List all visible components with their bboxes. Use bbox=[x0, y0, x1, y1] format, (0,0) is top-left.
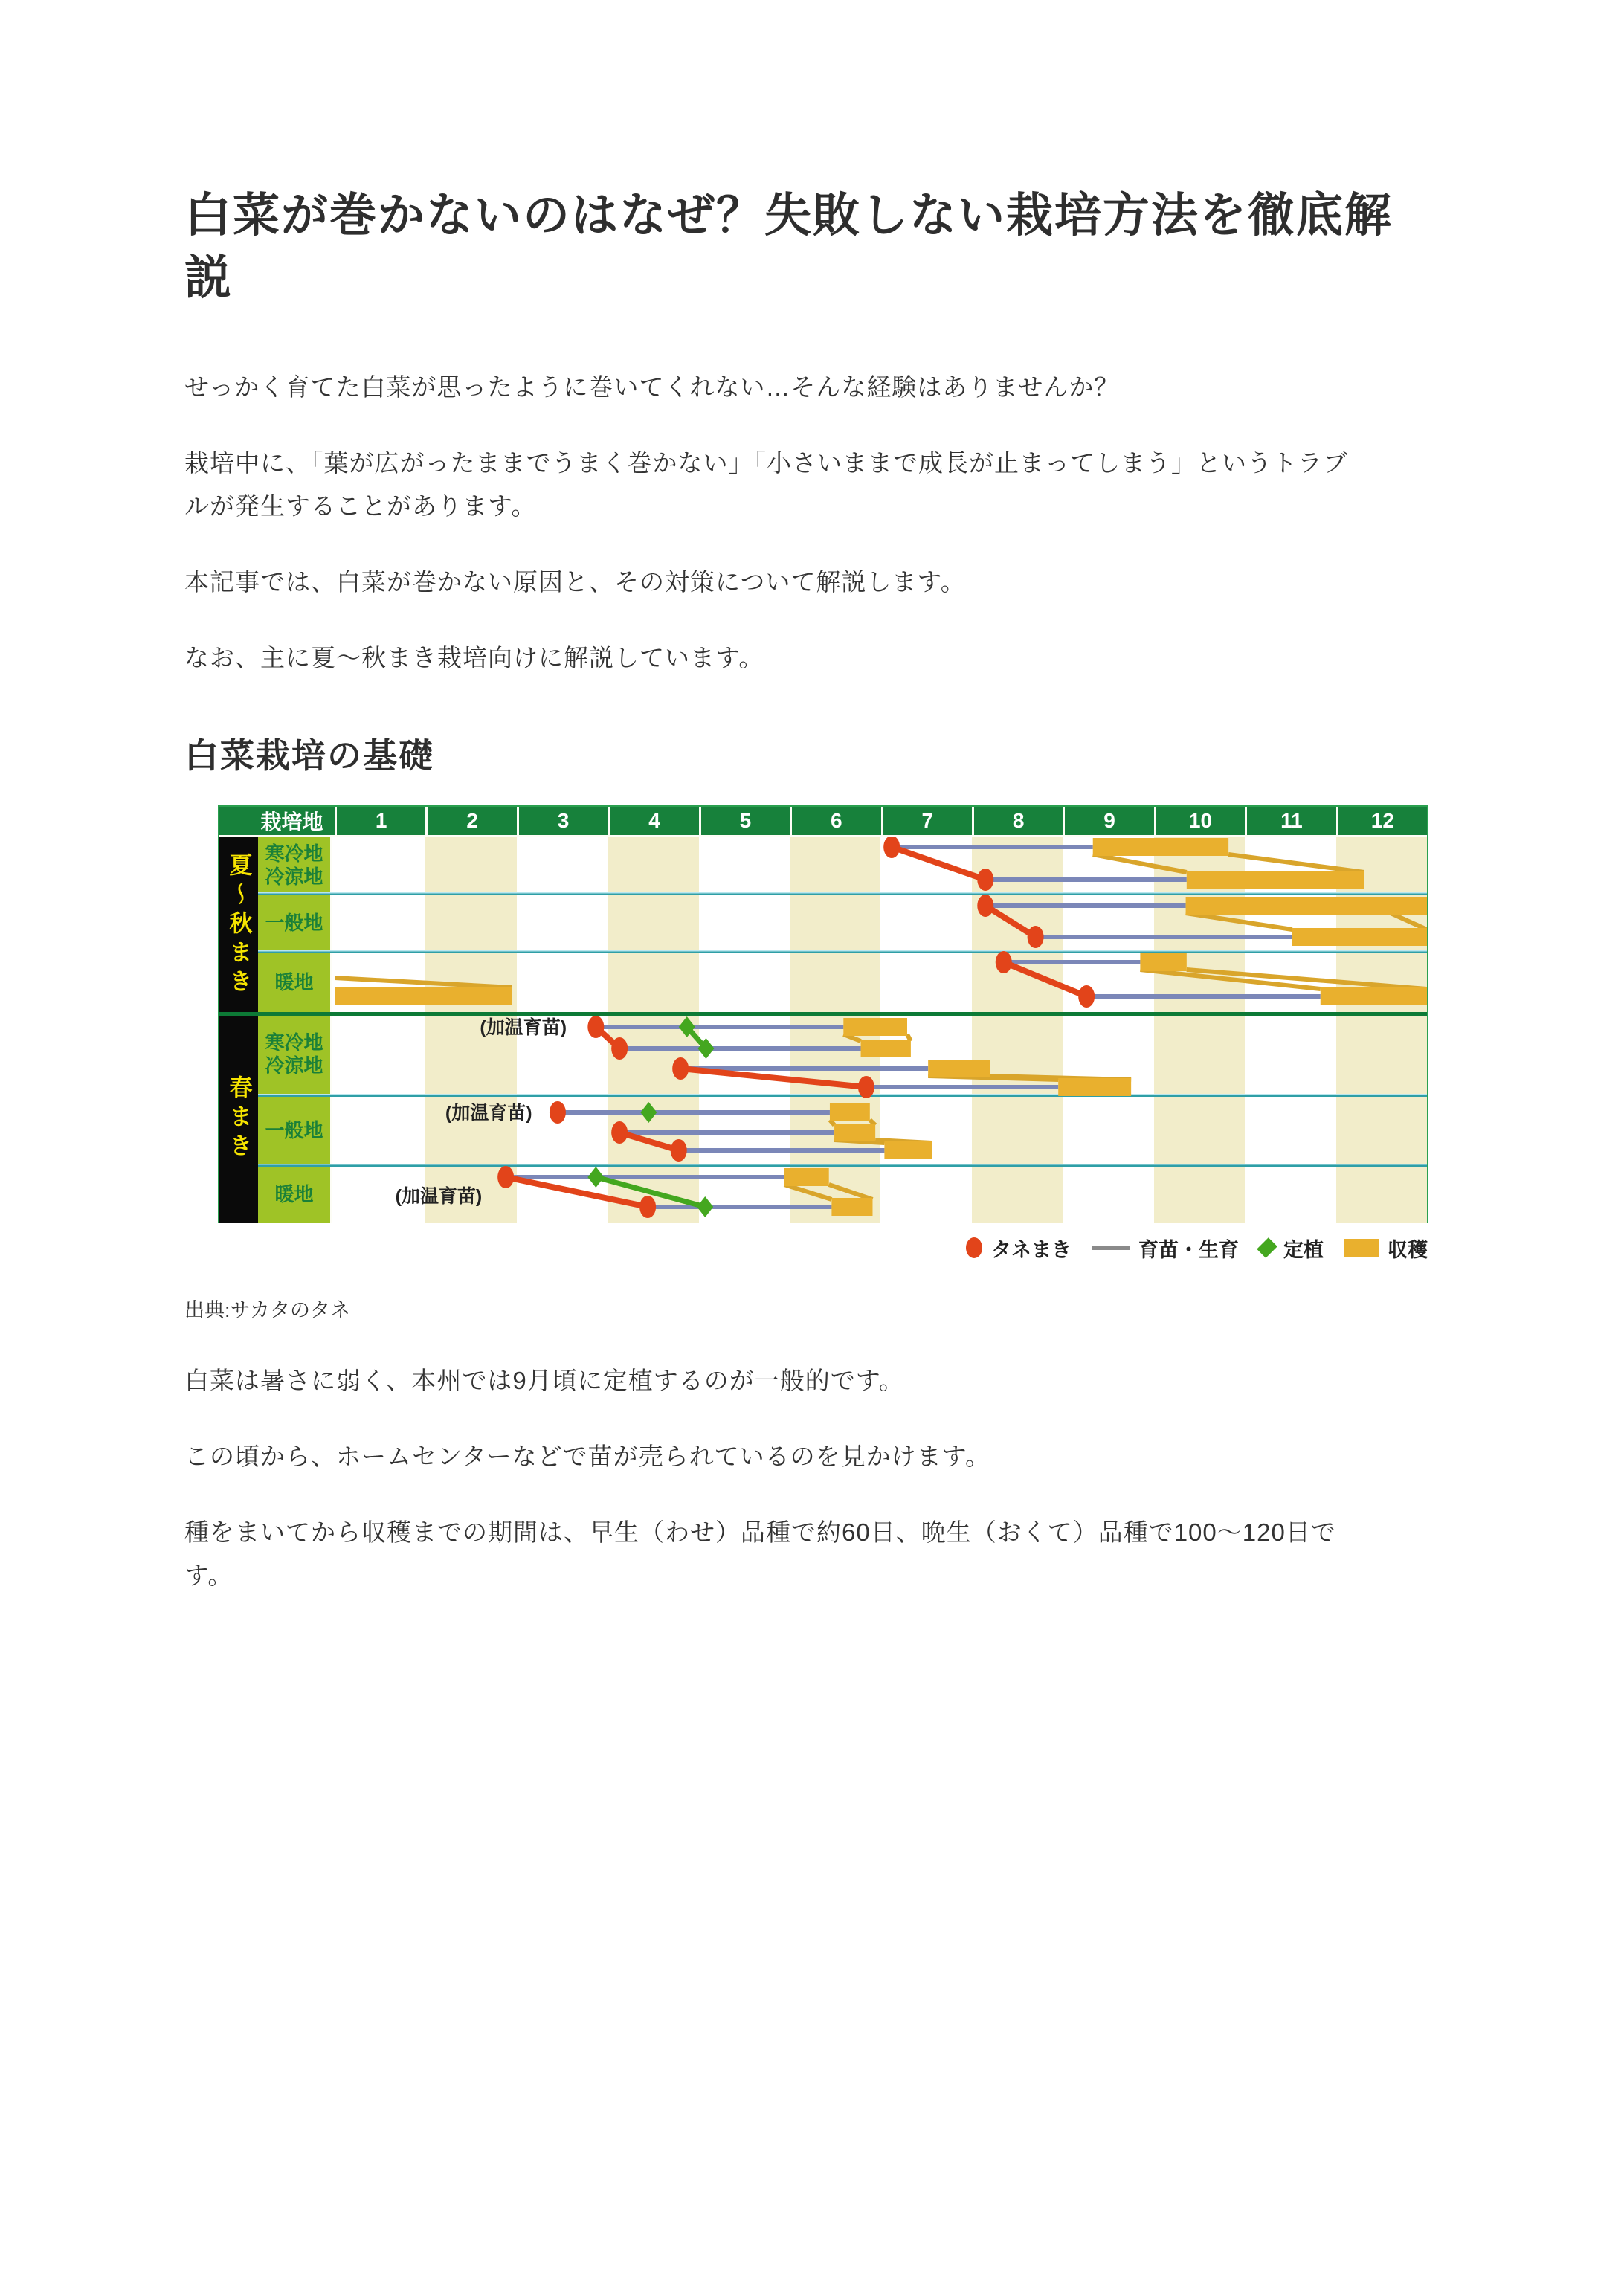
region-label: 冷涼地 bbox=[265, 1054, 323, 1077]
legend-label: 収穫 bbox=[1388, 1238, 1428, 1261]
sow-dot bbox=[587, 1016, 604, 1038]
month-header-cell: 9 bbox=[1063, 807, 1153, 835]
chart-legend bbox=[966, 1231, 1428, 1265]
region-label-cell bbox=[258, 894, 332, 952]
legend-item bbox=[1092, 1234, 1239, 1263]
transplant-diamond bbox=[640, 1102, 657, 1123]
harvest-bar bbox=[884, 1141, 932, 1159]
sowing-link-line bbox=[1004, 962, 1086, 996]
region-label: 一般地 bbox=[265, 1118, 323, 1141]
region-label-cell bbox=[258, 1165, 332, 1223]
sowing-link-line bbox=[680, 1069, 866, 1087]
row-marks-5 bbox=[396, 1166, 873, 1218]
body-paragraph-1: 白菜は暑さに弱く、本州では9月頃に定植するのが一般的です。 bbox=[184, 1367, 905, 1394]
sow-dot bbox=[977, 895, 993, 917]
chart-header-row bbox=[219, 807, 1427, 835]
legend-bar-icon bbox=[1344, 1239, 1379, 1257]
sow-dot bbox=[497, 1166, 514, 1188]
month-header-cell: 2 bbox=[425, 807, 516, 835]
month-header-cell: 6 bbox=[790, 807, 880, 835]
sow-dot bbox=[996, 951, 1012, 973]
region-label-cell bbox=[258, 1095, 332, 1165]
body-paragraph-2: この頃から、ホームセンターなどで苗が売られているのを見かけます。 bbox=[184, 1443, 991, 1470]
row-marks-0 bbox=[883, 837, 1364, 891]
sow-dot bbox=[611, 1121, 628, 1144]
harvest-bar bbox=[861, 1040, 911, 1057]
harvest-bar bbox=[831, 1198, 872, 1216]
sowing-link-line bbox=[892, 847, 985, 880]
harvest-link-line bbox=[1186, 913, 1292, 929]
region-label: 寒冷地 bbox=[265, 1031, 323, 1054]
harvest-bar bbox=[784, 1168, 829, 1186]
harvest-link-line bbox=[1391, 913, 1427, 929]
sow-dot bbox=[883, 837, 900, 858]
month-header-cell: 1 bbox=[335, 807, 425, 835]
transplant-diamond bbox=[697, 1196, 713, 1217]
sow-dot bbox=[1028, 926, 1044, 948]
harvest-bar bbox=[335, 987, 512, 1005]
legend-dot-icon bbox=[966, 1237, 982, 1258]
heated-seedling-label: (加温育苗) bbox=[395, 1186, 483, 1207]
month-header-cell: 4 bbox=[608, 807, 698, 835]
harvest-link-line bbox=[1093, 854, 1187, 872]
sow-dot bbox=[639, 1196, 656, 1218]
legend-label: タネまき bbox=[991, 1238, 1072, 1261]
legend-label: 定植 bbox=[1283, 1238, 1324, 1261]
row-marks-1 bbox=[977, 895, 1427, 948]
harvest-bar bbox=[1186, 897, 1427, 915]
sowing-link-line bbox=[619, 1132, 679, 1150]
month-header-cell: 3 bbox=[517, 807, 608, 835]
region-label: 暖地 bbox=[274, 1182, 314, 1205]
month-header-cell: 8 bbox=[972, 807, 1063, 835]
region-label-cell bbox=[258, 952, 332, 1014]
legend-line-icon bbox=[1092, 1246, 1130, 1250]
harvest-link-line bbox=[784, 1185, 832, 1199]
harvest-bar bbox=[834, 1124, 875, 1141]
season-column bbox=[219, 1014, 258, 1223]
heated-seedling-label: (加温育苗) bbox=[445, 1103, 532, 1124]
sow-dot bbox=[672, 1057, 689, 1080]
harvest-bar bbox=[928, 1060, 990, 1077]
harvest-bar bbox=[1093, 838, 1228, 856]
source-caption: 出典:サカタのタネ bbox=[184, 1299, 350, 1321]
month-header-cell: 11 bbox=[1245, 807, 1335, 835]
heated-seedling-label: (加温育苗) bbox=[480, 1017, 567, 1038]
section-heading: 白菜栽培の基礎 bbox=[184, 736, 434, 775]
chart-plot-area bbox=[335, 837, 1427, 1223]
month-header-cell: 10 bbox=[1154, 807, 1245, 835]
harvest-bar bbox=[1058, 1078, 1131, 1096]
row-marks-4 bbox=[445, 1101, 932, 1162]
region-label: 暖地 bbox=[274, 971, 314, 993]
harvest-bar bbox=[1187, 871, 1364, 889]
harvest-bar bbox=[1292, 928, 1427, 946]
sow-dot bbox=[550, 1101, 566, 1124]
row-marks-2 bbox=[335, 951, 1427, 1008]
transplant-diamond bbox=[587, 1167, 604, 1188]
cultivation-calendar-chart bbox=[218, 805, 1428, 1223]
sow-dot bbox=[977, 869, 993, 891]
legend-item bbox=[1344, 1234, 1428, 1263]
sowing-link-line bbox=[985, 906, 1035, 937]
legend-item bbox=[1260, 1234, 1324, 1263]
row-marks-3 bbox=[480, 1016, 1131, 1098]
month-header-cell: 5 bbox=[699, 807, 790, 835]
region-label: 寒冷地 bbox=[265, 842, 323, 865]
month-header-cell: 12 bbox=[1336, 807, 1427, 835]
legend-label: 育苗・生育 bbox=[1138, 1238, 1239, 1261]
region-label: 一般地 bbox=[265, 911, 323, 934]
month-header-cell: 7 bbox=[881, 807, 972, 835]
harvest-bar bbox=[830, 1103, 870, 1121]
harvest-bar bbox=[843, 1018, 907, 1036]
intro-paragraph-2: 栽培中に、「葉が広がったままでうまく巻かない」「小さいままで成長が止まってしまう」というトラブルが発生することがあります。 bbox=[184, 449, 1348, 520]
intro-paragraph-4: なお、主に夏～秋まき栽培向けに解説しています。 bbox=[184, 644, 764, 671]
season-column bbox=[219, 837, 258, 1014]
intro-paragraph-1: せっかく育てた白菜が思ったように巻いてくれない…そんな経験はありませんか？ bbox=[184, 373, 1120, 401]
intro-paragraph-3: 本記事では、白菜が巻かない原因と、その対策について解説します。 bbox=[184, 568, 966, 596]
sow-dot bbox=[611, 1037, 628, 1060]
body-paragraph-3: 種をまいてから収穫までの期間は、早生（わせ）品種で約60日、晩生（おくて）品種で100～120日です。 bbox=[184, 1518, 1336, 1589]
season-label: 夏～秋まき bbox=[225, 852, 252, 998]
harvest-link-line bbox=[829, 1185, 873, 1199]
harvest-bar bbox=[1140, 953, 1186, 971]
chart-body bbox=[219, 837, 1427, 1223]
region-label-cell bbox=[258, 1014, 332, 1095]
region-label: 冷涼地 bbox=[265, 865, 323, 888]
legend-item bbox=[966, 1234, 1072, 1263]
sow-dot bbox=[858, 1076, 874, 1098]
sowing-link-line bbox=[506, 1177, 648, 1207]
article-title: 白菜が巻かないのはなぜ？失敗しない栽培方法を徹底解説 bbox=[184, 190, 1393, 304]
harvest-link-line bbox=[1228, 854, 1364, 872]
region-label-cell bbox=[258, 837, 332, 894]
sow-dot bbox=[671, 1139, 687, 1162]
season-label: 春まき bbox=[225, 1074, 252, 1162]
harvest-bar bbox=[1321, 987, 1427, 1005]
sow-dot bbox=[1078, 985, 1095, 1008]
header-cell-region: 栽培地 bbox=[219, 807, 335, 835]
harvest-wedge-line bbox=[335, 978, 512, 987]
legend-diamond-icon bbox=[1257, 1237, 1277, 1258]
